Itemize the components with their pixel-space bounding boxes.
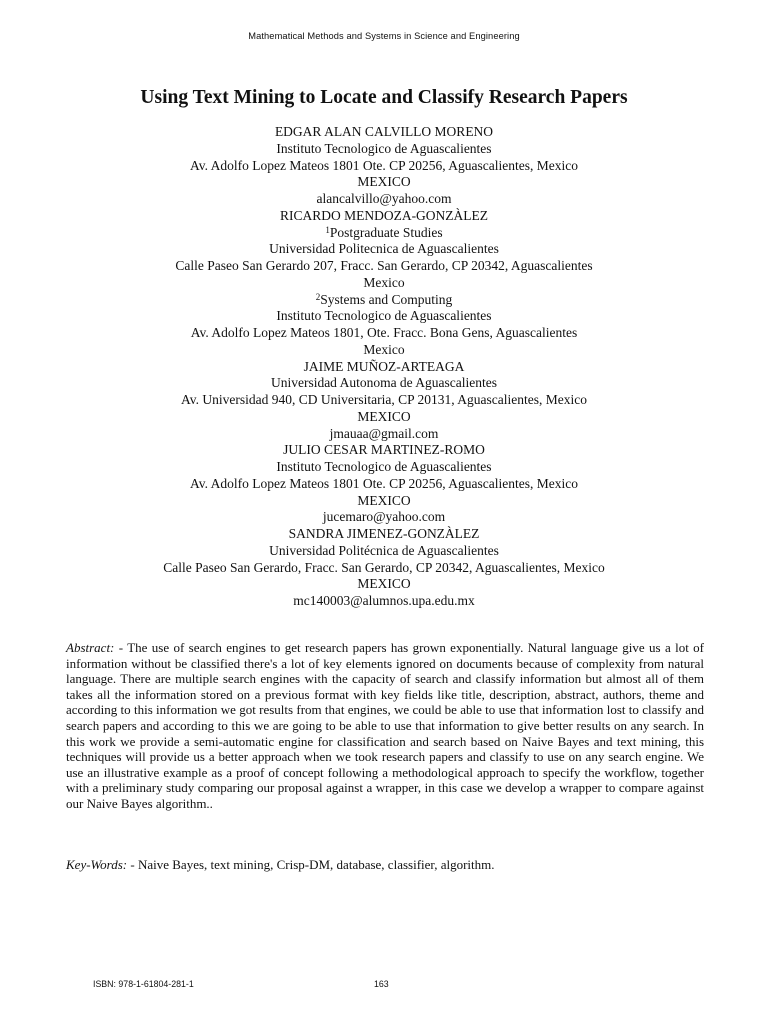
page-number: 163 bbox=[374, 979, 389, 989]
author-affiliation-line: Mexico bbox=[363, 274, 405, 290]
affiliation-marker: 2 bbox=[315, 291, 321, 302]
author-affiliation-line: MEXICO bbox=[357, 492, 411, 508]
paper-title: Using Text Mining to Locate and Classify Research Papers bbox=[140, 87, 628, 108]
author-affiliation-line: Av. Adolfo Lopez Mateos 1801 Ote. CP 20256, Aguascalientes, Mexico bbox=[190, 475, 578, 491]
author-affiliation-line: Av. Adolfo Lopez Mateos 1801, Ote. Fracc. Bona Gens, Aguascalientes bbox=[190, 325, 578, 340]
author-affiliation-line: MEXICO bbox=[357, 174, 411, 190]
author-affiliation-line: Instituto Tecnologico de Aguascalientes bbox=[276, 308, 492, 324]
author-affiliation-line: Av. Universidad 940, CD Universitaria, CP 20131, Aguascalientes, Mexico bbox=[181, 392, 587, 407]
affiliation-marker: 1 bbox=[325, 224, 330, 235]
keywords bbox=[66, 857, 704, 873]
running-header: Mathematical Methods and Systems in Science and Engineering bbox=[248, 31, 520, 41]
author-email: jmauaa@gmail.com bbox=[329, 425, 439, 441]
author-affiliation-line: Universidad Autonoma de Aguascalientes bbox=[270, 375, 498, 391]
affiliation-text: Postgraduate Studies bbox=[329, 224, 443, 240]
author-name: JAIME MUÑOZ-ARTEAGA bbox=[303, 358, 465, 374]
author-affiliation-line: Universidad Politécnica de Aguascalientes bbox=[269, 542, 499, 558]
abstract-label: Abstract: bbox=[66, 640, 115, 655]
affiliation-text: Systems and Computing bbox=[320, 291, 453, 307]
keywords-label: Key-Words: bbox=[66, 857, 128, 872]
author-affiliation-line: Universidad Politecnica de Aguascalientes bbox=[269, 241, 499, 257]
author-name: SANDRA JIMENEZ-GONZÀLEZ bbox=[288, 526, 480, 541]
author-affiliation-line: Mexico bbox=[363, 341, 405, 357]
author-affiliation-line: Instituto Tecnologico de Aguascalientes bbox=[276, 459, 492, 474]
abstract bbox=[66, 640, 704, 812]
author-affiliation-line: Calle Paseo San Gerardo, Fracc. San Gerardo, CP 20342, Aguascalientes, Mexico bbox=[163, 559, 605, 575]
author-email: alancalvillo@yahoo.com bbox=[316, 191, 452, 206]
author-name: RICARDO MENDOZA-GONZÀLEZ bbox=[279, 207, 489, 223]
author-email: mc140003@alumnos.upa.edu.mx bbox=[293, 593, 475, 608]
author-affiliation-line: Calle Paseo San Gerardo 207, Fracc. San Gerardo, CP 20342, Aguascalientes bbox=[175, 258, 593, 273]
author-name: JULIO CESAR MARTINEZ-ROMO bbox=[283, 442, 485, 458]
author-affiliation-line: Instituto Tecnologico de Aguascalientes bbox=[276, 140, 492, 156]
author-affiliation-line: MEXICO bbox=[357, 576, 411, 592]
abstract-text: - The use of search engines to get research papers has grown exponentially. Natural language give us a lot of information without be classified there's a lot of key elements ignored on documents because of complexity from natural language. There are multiple search engines with the capacity of search and classify information but almost all of them takes all the information stored on a previous format with key fields like title, description, abstract, authors, theme and according to this information we got results from that engines, we could be able to use that information lost to classify and search papers and according to this we are going to be able to use that information to give better results on any search. In this work we provide a semi-automatic engine for classification and search based on Naive Bayes and text mining, this techniques will provide us a better approach when we took research papers and classify to use on any search engine. We use an illustrative example as a proof of concept following a methodological approach to specify the workflow, together with a preliminary study comparing our proposal against a wrapper, in this case we develop a wrapper to compare against our Naive Bayes algorithm.. bbox=[66, 640, 704, 811]
author-name: EDGAR ALAN CALVILLO MORENO bbox=[274, 124, 494, 139]
author-affiliation-line bbox=[0, 292, 768, 309]
author-email: jucemaro@yahoo.com bbox=[322, 509, 446, 525]
author-block bbox=[0, 124, 768, 610]
keywords-text: - Naive Bayes, text mining, Crisp-DM, database, classifier, algorithm. bbox=[127, 857, 495, 872]
footer-isbn: ISBN: 978-1-61804-281-1 bbox=[93, 979, 194, 989]
author-affiliation-line: MEXICO bbox=[357, 408, 411, 424]
author-affiliation-line bbox=[0, 225, 768, 242]
author-affiliation-line: Av. Adolfo Lopez Mateos 1801 Ote. CP 20256, Aguascalientes, Mexico bbox=[190, 157, 578, 173]
